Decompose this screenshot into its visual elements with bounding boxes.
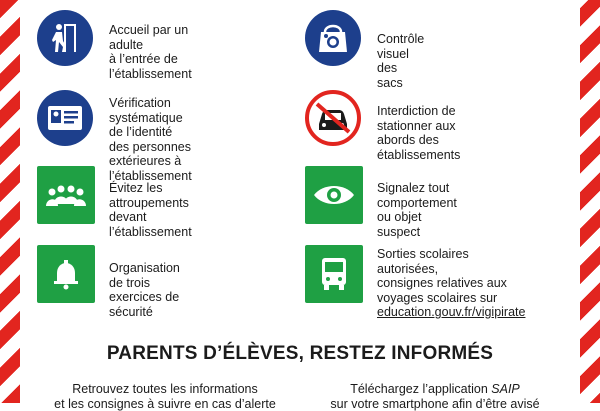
bag-inspection-icon: [305, 10, 361, 66]
person-entering-door-icon: [37, 10, 93, 66]
bottom-left-text: Retrouvez toutes les informations et les consignes à suivre en cas d’alerte: [54, 382, 276, 411]
no-parking-car-icon: [305, 90, 361, 146]
bottom-right-text: [320, 382, 550, 411]
item-identite-text: Vérification systématique de l’identité des personnes extérieures à l’établissement: [109, 96, 192, 183]
item-signalez-text: Signalez tout comportement ou objet suspect: [377, 181, 457, 239]
vigipirate-link[interactable]: education.gouv.fr/vigipirate: [377, 305, 526, 319]
bottom-right-prefix: Téléchargez l’application: [350, 382, 488, 396]
bell-icon: [37, 245, 95, 303]
bus-icon: [305, 245, 363, 303]
item-sorties-body: Sorties scolaires autorisées, consignes relatives aux voyages scolaires sur: [377, 247, 507, 305]
item-stationnement-text: Interdiction de stationner aux abords des établissements: [377, 104, 461, 162]
crowd-icon: [37, 166, 95, 224]
item-exercices-text: Organisation de trois exercices de sécurité: [109, 261, 180, 319]
poster-panel: [20, 0, 580, 411]
id-card-icon: [37, 90, 93, 146]
item-attroupements-text: Évitez les attroupements devant l’établissement: [109, 181, 192, 239]
item-accueil-text: Accueil par un adulte à l’entrée de l’établissement: [109, 23, 192, 81]
item-sorties-text: [377, 247, 525, 320]
bottom-right-rest: sur votre smartphone afin d’être avisé: [330, 396, 540, 411]
saip-app-name: SAIP: [491, 382, 520, 396]
item-sacs-text: Contrôle visuel des sacs: [377, 32, 425, 90]
eye-icon: [305, 166, 363, 224]
section-heading: PARENTS D’ÉLÈVES, RESTEZ INFORMÉS: [106, 343, 494, 364]
